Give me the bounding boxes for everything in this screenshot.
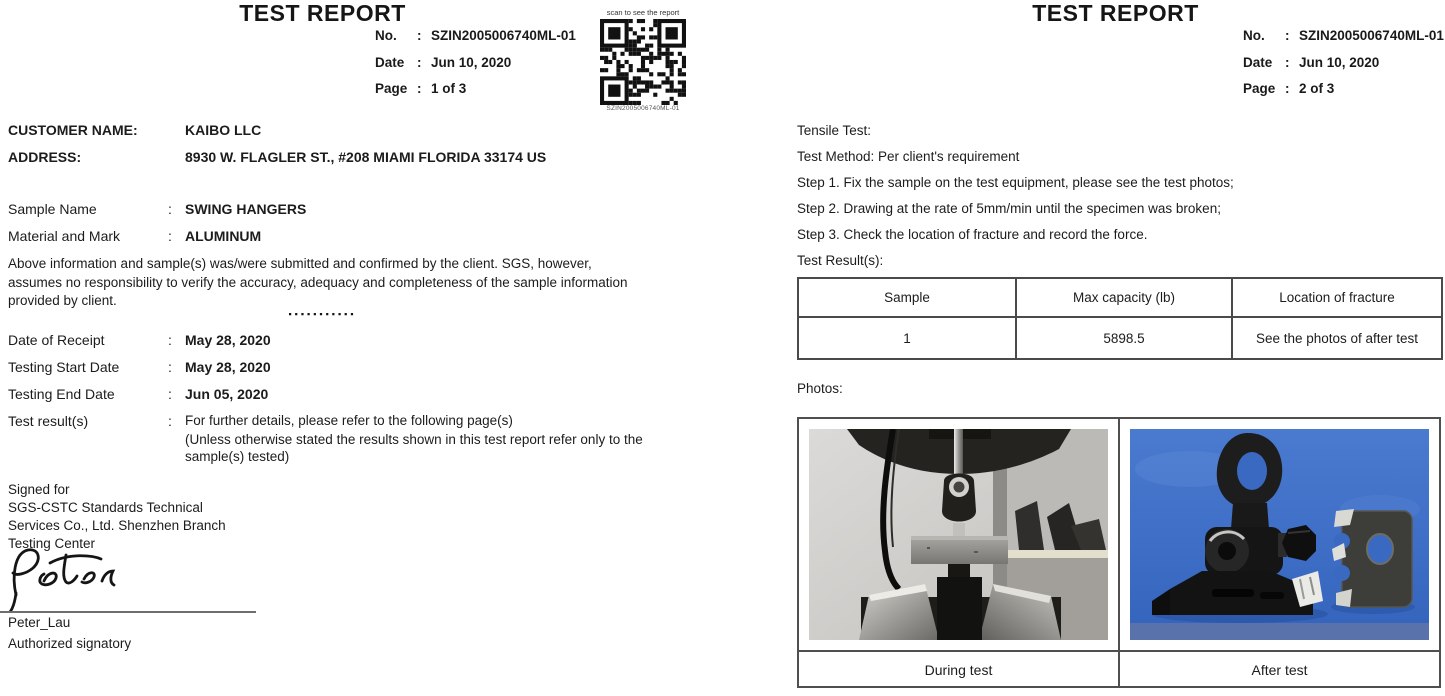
photo-cell-during-test (799, 419, 1120, 650)
material-colon: : (168, 228, 172, 244)
report-date-label: Date (1243, 55, 1273, 70)
qr-block (596, 8, 690, 112)
qr-caption-bottom: SZIN2005006740ML-01 (606, 105, 680, 112)
sample-name-label: Sample Name (8, 201, 97, 217)
results-fracture-value: See the photos of after test (1232, 317, 1442, 359)
report-date-colon: : (1285, 55, 1290, 70)
sample-name-colon: : (168, 201, 172, 217)
testing-start-colon: : (168, 359, 172, 375)
report-date-label: Date (375, 55, 405, 70)
report-no-colon: : (417, 28, 422, 43)
receipt-date-value: May 28, 2020 (185, 332, 271, 348)
report-pageno-value: 1 of 3 (431, 81, 467, 96)
after-test-photo (1130, 429, 1429, 640)
disclaimer-paragraph: Above information and sample(s) was/were submitted and confirmed by the client. SGS, however, assumes no responsibility to verify the accuracy, adequacy and completeness of the sample information provided by client. (8, 256, 628, 308)
signed-for-line4: Testing Center (8, 536, 96, 551)
address-label: ADDRESS: (8, 149, 82, 165)
photos-table (797, 417, 1441, 688)
page-title: TEST REPORT (239, 0, 406, 26)
report-date-row (1243, 55, 1379, 70)
tensile-test-heading: Tensile Test: (797, 123, 872, 138)
results-header-sample: Sample (798, 278, 1016, 317)
test-method-line: Test Method: Per client's requirement (797, 149, 1020, 164)
report-date-colon: : (417, 55, 422, 70)
results-header-fracture: Location of fracture (1232, 278, 1442, 317)
signature-line (0, 611, 256, 613)
step-3-line: Step 3. Check the location of fracture and record the force. (797, 227, 1148, 242)
caption-after-test: After test (1251, 662, 1308, 678)
results-data-row (798, 317, 1442, 359)
report-pageno-label: Page (375, 81, 408, 96)
photo-caption-row (799, 650, 1439, 688)
signature-icon (2, 543, 152, 613)
report-no-colon: : (1285, 28, 1290, 43)
test-result-label: Test result(s) (8, 413, 89, 429)
report-no-row (375, 28, 576, 43)
photo-cell-after-test (1120, 419, 1439, 650)
report-pageno-row (1243, 81, 1334, 96)
separator-dots: ▪▪▪▪▪▪▪▪▪▪▪ (288, 309, 357, 319)
test-result-colon: : (168, 413, 172, 429)
caption-during-test: During test (799, 652, 1120, 688)
step-2-line: Step 2. Drawing at the rate of 5mm/min until the specimen was broken; (797, 201, 1221, 216)
report-no-label: No. (375, 28, 397, 43)
signed-for-line3: Services Co., Ltd. Shenzhen Branch (8, 518, 226, 533)
material-value: ALUMINUM (185, 228, 262, 244)
report-no-value: SZIN2005006740ML-01 (431, 28, 576, 43)
signed-for-line2: SGS-CSTC Standards Technical (8, 500, 203, 515)
photos-heading: Photos: (797, 381, 843, 396)
test-results-heading: Test Result(s): (797, 253, 884, 268)
report-pageno-colon: : (1285, 81, 1290, 96)
testing-end-value: Jun 05, 2020 (185, 386, 269, 402)
step-1-line: Step 1. Fix the sample on the test equipment, please see the test photos; (797, 175, 1234, 190)
report-no-value: SZIN2005006740ML-01 (1299, 28, 1444, 43)
report-pageno-label: Page (1243, 81, 1276, 96)
results-table (797, 277, 1443, 360)
testing-start-value: May 28, 2020 (185, 359, 271, 375)
report-page-1 (0, 0, 722, 696)
testing-start-label: Testing Start Date (8, 359, 120, 375)
results-header-row (798, 278, 1442, 317)
report-date-value: Jun 10, 2020 (1299, 55, 1380, 70)
address-value: 8930 W. FLAGLER ST., #208 MIAMI FLORIDA 33174 US (185, 149, 547, 165)
report-pageno-row (375, 81, 466, 96)
sample-name-value: SWING HANGERS (185, 201, 307, 217)
test-result-value: For further details, please refer to the following page(s) (185, 413, 513, 428)
test-result-note: (Unless otherwise stated the results shown in this test report refer only to the sample(s) tested) (185, 432, 643, 464)
report-date-row (375, 55, 511, 70)
report-pageno-value: 2 of 3 (1299, 81, 1335, 96)
report-no-row (1243, 28, 1444, 43)
signatory-role: Authorized signatory (8, 636, 132, 651)
report-pageno-colon: : (417, 81, 422, 96)
report-no-label: No. (1243, 28, 1265, 43)
signatory-name: Peter_Lau (8, 615, 71, 630)
testing-end-colon: : (168, 386, 172, 402)
results-header-capacity: Max capacity (lb) (1016, 278, 1232, 317)
signed-for-line1: Signed for (8, 482, 70, 497)
material-label: Material and Mark (8, 228, 121, 244)
receipt-date-label: Date of Receipt (8, 332, 105, 348)
results-capacity-value: 5898.5 (1016, 317, 1232, 359)
receipt-date-colon: : (168, 332, 172, 348)
page-title: TEST REPORT (1032, 0, 1199, 26)
results-sample-value: 1 (798, 317, 1016, 359)
report-date-value: Jun 10, 2020 (431, 55, 512, 70)
customer-name-value: KAIBO LLC (185, 122, 262, 138)
testing-end-label: Testing End Date (8, 386, 115, 402)
during-test-photo (809, 429, 1108, 640)
qr-caption-top: scan to see the report (606, 8, 680, 17)
customer-name-label: CUSTOMER NAME: (8, 122, 138, 138)
qr-code-icon (600, 19, 686, 105)
report-page-2 (723, 0, 1445, 696)
